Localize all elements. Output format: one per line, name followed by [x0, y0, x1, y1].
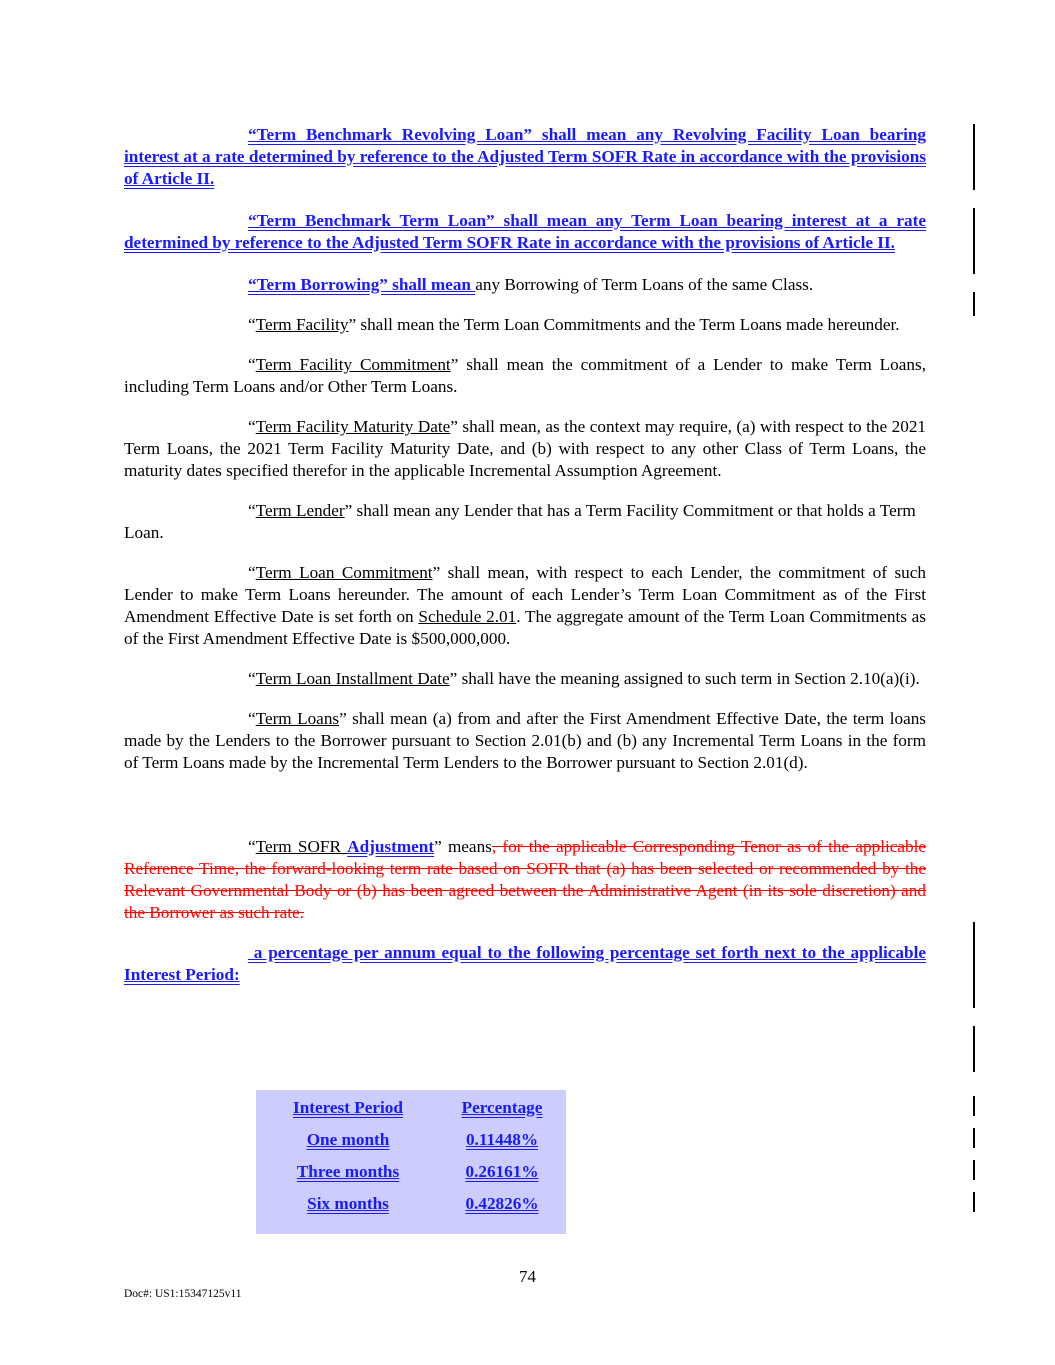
change-bar: [973, 292, 975, 316]
table-row: [256, 1192, 566, 1216]
defined-term: Term Loans: [255, 709, 340, 728]
definition-term-facility: [124, 314, 926, 336]
change-bar: [973, 922, 975, 1008]
definition-term-facility-commitment: [124, 354, 926, 398]
inserted-text: a percentage per annum equal to the following percentage set forth next to the applicable Interest Period:: [124, 943, 926, 984]
definition-term-borrowing: [124, 274, 926, 296]
table-row: [256, 1160, 566, 1184]
definition-term-loan-commitment: [124, 562, 926, 650]
definition-text: ” shall mean (a) from and after the First Amendment Effective Date, the term loans made by the Lenders to the Borrower pursuant to Section 2.01(b) and (b) any Incremental Term Loans in the form of Term Loans made by the Incremental Term Lenders to the Borrower pursuant to Section 2.01(d).: [124, 709, 926, 772]
definition-term-loans: [124, 708, 926, 774]
document-body: [124, 124, 926, 1004]
definition-term-lender: [124, 500, 930, 544]
table-row: [256, 1128, 566, 1152]
definition-term-sofr-adjustment: [124, 836, 926, 924]
inserted-text: “Term Benchmark Revolving Loan” shall mean any Revolving Facility Loan bearing interest at a rate determined by reference to the Adjusted Term SOFR Rate in accordance with the provisions of Article II.: [124, 125, 926, 188]
definition-text: ” shall mean the commitment of a Lender to make Term Loans, including Term Loans and/or Other Term Loans.: [124, 355, 926, 396]
definition-term-benchmark-term-loan: [124, 210, 926, 254]
change-bar: [973, 208, 975, 274]
change-bar: [973, 1128, 975, 1148]
inserted-text: “Term Borrowing” shall mean: [248, 275, 476, 294]
defined-term: Term Loan Commitment: [255, 563, 433, 582]
defined-term: Term SOFR: [255, 837, 348, 856]
table-header-row: [256, 1096, 566, 1120]
open-quote: “: [248, 355, 256, 374]
open-quote: “: [248, 315, 256, 334]
table-cell: 0.42826%: [465, 1194, 539, 1213]
defined-term: Term Lender: [255, 501, 345, 520]
open-quote: “: [248, 669, 256, 688]
change-bar: [973, 1160, 975, 1180]
open-quote: “: [248, 417, 256, 436]
defined-term: Term Facility: [255, 315, 349, 334]
open-quote: “: [248, 709, 256, 728]
deleted-text: , for the applicable Corresponding Tenor as of the applicable Reference Time, the forward-looking term rate based on SOFR that (a) has been selected or recommended by the Relevant Governmental Body or (b) has been agreed between the Administrative Agent (in its sole discretion) and the Borrower as such rate.: [124, 837, 926, 922]
change-bar: [973, 1096, 975, 1116]
definition-text: . The aggregate amount of the Term Loan Commitments as of the First Amendment Effective Date is $500,000,000.: [124, 607, 926, 648]
open-quote: “: [248, 563, 256, 582]
table-cell: Three months: [296, 1162, 400, 1181]
definition-text: ” means: [434, 837, 492, 856]
document-id: Doc#: US1:15347125v11: [124, 1288, 242, 1300]
definition-text: ” shall mean the Term Loan Commitments and the Term Loans made hereunder.: [348, 315, 900, 334]
definition-text: ” shall mean any Lender that has a Term Facility Commitment or that holds a Term Loan.: [124, 501, 916, 542]
open-quote: “: [248, 501, 256, 520]
interest-period-table: [256, 1090, 566, 1234]
table-header-cell: Percentage: [461, 1098, 543, 1117]
table-cell: One month: [306, 1130, 390, 1149]
definition-text: ” shall have the meaning assigned to such term in Section 2.10(a)(i).: [449, 669, 920, 688]
definition-term-facility-maturity-date: [124, 416, 926, 482]
definition-text: any Borrowing of Term Loans of the same Class.: [475, 275, 814, 294]
change-bar: [973, 1192, 975, 1212]
page-number: 74: [519, 1267, 536, 1286]
definition-term-benchmark-revolving-loan: [124, 124, 926, 190]
schedule-reference: Schedule 2.01: [418, 607, 517, 626]
open-quote: “: [248, 837, 256, 856]
definition-term-sofr-adjustment-insert: [124, 942, 926, 986]
definition-text: ” shall mean, with respect to each Lender, the commitment of such Lender to make Term Loans hereunder. The amount of each Lender’s Term Loan Commitment as of the First Amendment Effective Date is set forth on: [124, 563, 927, 626]
table-cell: Six months: [307, 1194, 389, 1213]
defined-term: Term Facility Commitment: [255, 355, 451, 374]
inserted-text: Adjustment: [347, 837, 435, 856]
change-bar: [973, 124, 975, 190]
table-header-cell: Interest Period: [293, 1098, 403, 1117]
definition-text: ” shall mean, as the context may require, (a) with respect to the 2021 Term Loans, the 2021 Term Facility Maturity Date, and (b) with respect to any other Class of Term Loans, the maturity dates specified therefor in the applicable Incremental Assumption Agreement.: [124, 417, 927, 480]
table-cell: 0.11448%: [465, 1130, 539, 1149]
definition-term-loan-installment-date: [124, 668, 926, 690]
change-bar: [973, 1026, 975, 1072]
defined-term: Term Facility Maturity Date: [255, 417, 451, 436]
table-cell: 0.26161%: [465, 1162, 539, 1181]
defined-term: Term Loan Installment Date: [255, 669, 450, 688]
inserted-text: “Term Benchmark Term Loan” shall mean any Term Loan bearing interest at a rate determined by reference to the Adjusted Term SOFR Rate in accordance with the provisions of Article II.: [124, 211, 926, 252]
